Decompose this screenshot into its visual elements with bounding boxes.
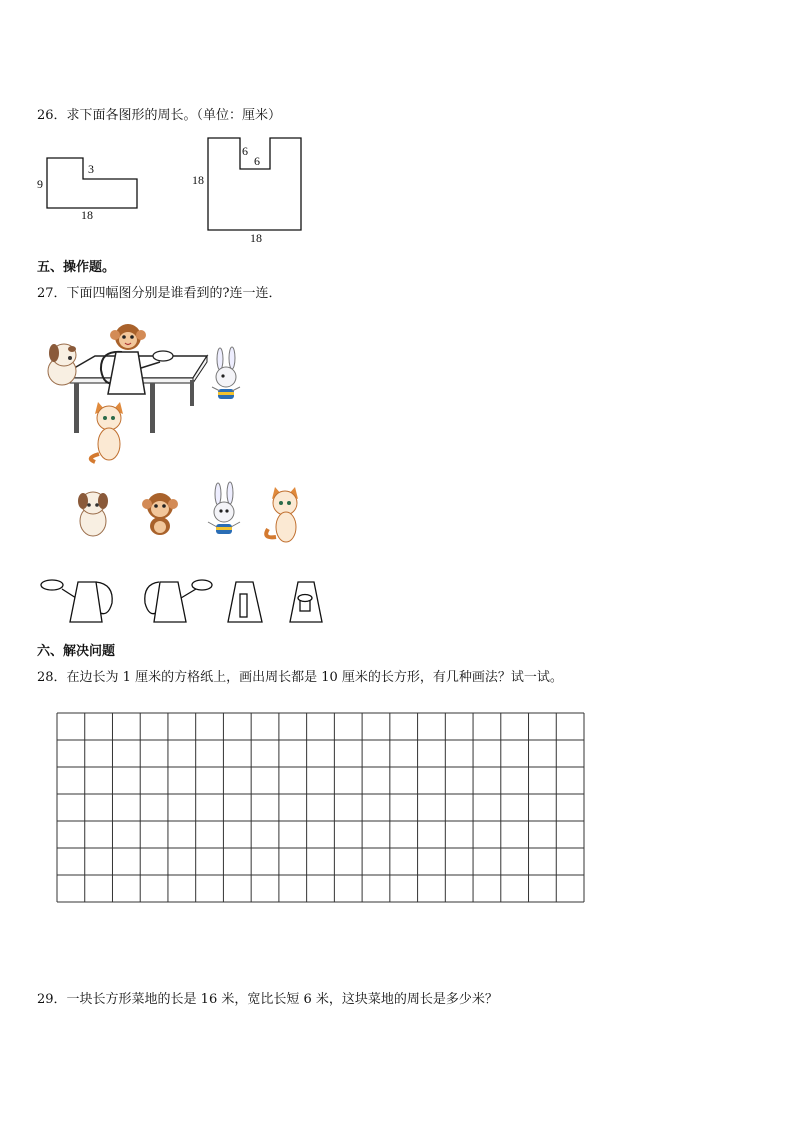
u-shape-left-label: 18	[192, 173, 204, 187]
l-shape-left-label: 9	[37, 177, 43, 191]
question-27: 27．下面四幅图分别是谁看到的?连一连．	[37, 286, 282, 301]
l-shape-bottom-label: 18	[81, 208, 93, 222]
l-shape-step-label: 3	[88, 162, 94, 176]
question-26: 26．求下面各图形的周长。（单位：厘米）	[37, 108, 282, 123]
u-shape-notch-depth-label: 6	[242, 144, 248, 158]
question-28: 28．在边长为 1 厘米的方格纸上，画出周长都是 10 厘米的长方形，有几种画法？试一试。	[37, 670, 563, 685]
question-29: 29．一块长方形菜地的长是 16 米，宽比长短 6 米，这块菜地的周长是多少米？	[37, 992, 498, 1007]
section-6-title: 六、解决问题	[37, 644, 116, 659]
section-5-title: 五、操作题。	[37, 260, 116, 275]
u-shape-bottom-label: 18	[250, 231, 262, 245]
u-shape-notch-width-label: 6	[254, 154, 260, 168]
